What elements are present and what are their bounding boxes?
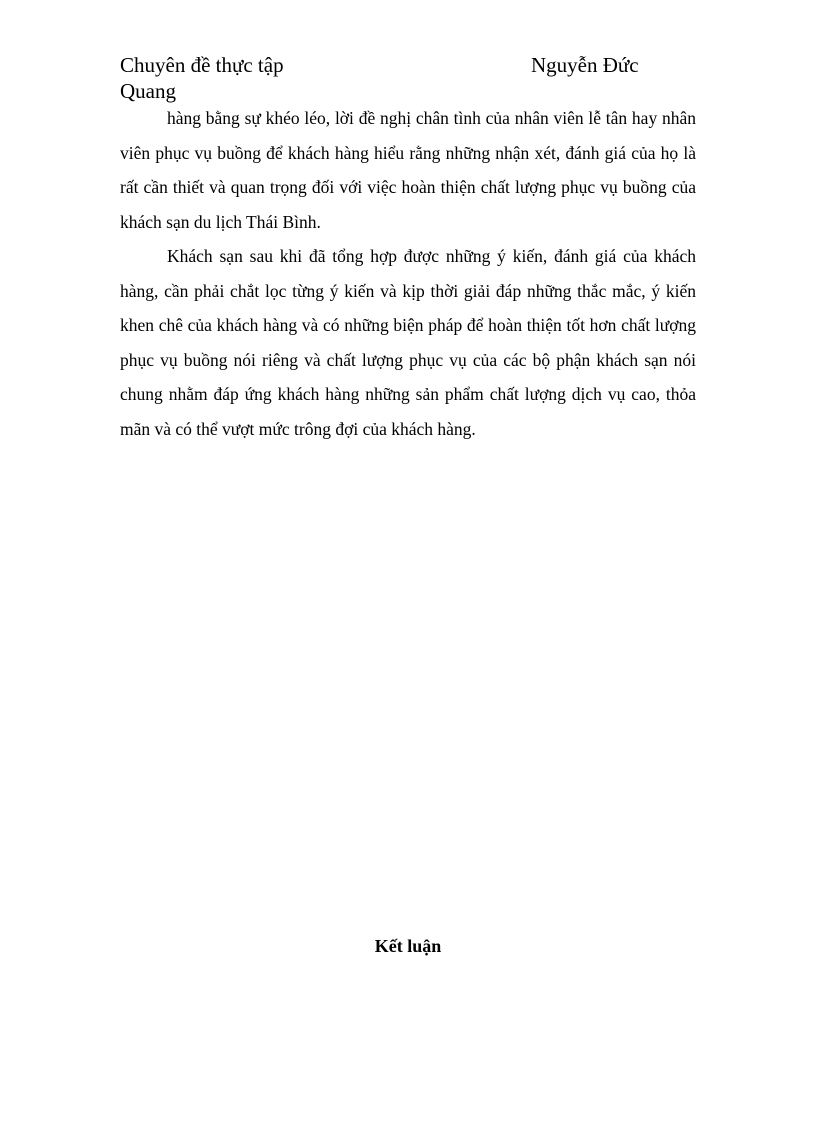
header-author-continued: Quang bbox=[120, 79, 176, 103]
header-title: Chuyên đề thực tập bbox=[120, 53, 284, 77]
section-heading: Kết luận bbox=[374, 936, 442, 956]
paragraph-continued: hàng bằng sự khéo léo, lời đề nghị chân tình của nhân viên lễ tân hay nhân viên phục vụ buồng để khách hàng hiểu rằng những nhận xét, đánh giá của họ là rất cần thiết và quan trọng đối với việc hoàn thiện chất lượng phục vụ buồng của khách sạn du lịch Thái Bình. bbox=[120, 108, 696, 232]
body-text bbox=[120, 101, 696, 446]
header-author: Nguyễn Đức bbox=[531, 53, 639, 77]
paragraph: Khách sạn sau khi đã tổng hợp được những ý kiến, đánh giá của khách hàng, cần phải chắt lọc từng ý kiến và kịp thời giải đáp những thắc mắc, ý kiến khen chê của khách hàng và có những biện pháp để hoàn thiện tốt hơn chất lượng phục vụ buồng nói riêng và chất lượng phục vụ của các bộ phận khách sạn nói chung nhằm đáp ứng khách hàng những sản phẩm chất lượng dịch vụ cao, thỏa mãn và có thể vượt mức trông đợi của khách hàng. bbox=[120, 246, 696, 439]
